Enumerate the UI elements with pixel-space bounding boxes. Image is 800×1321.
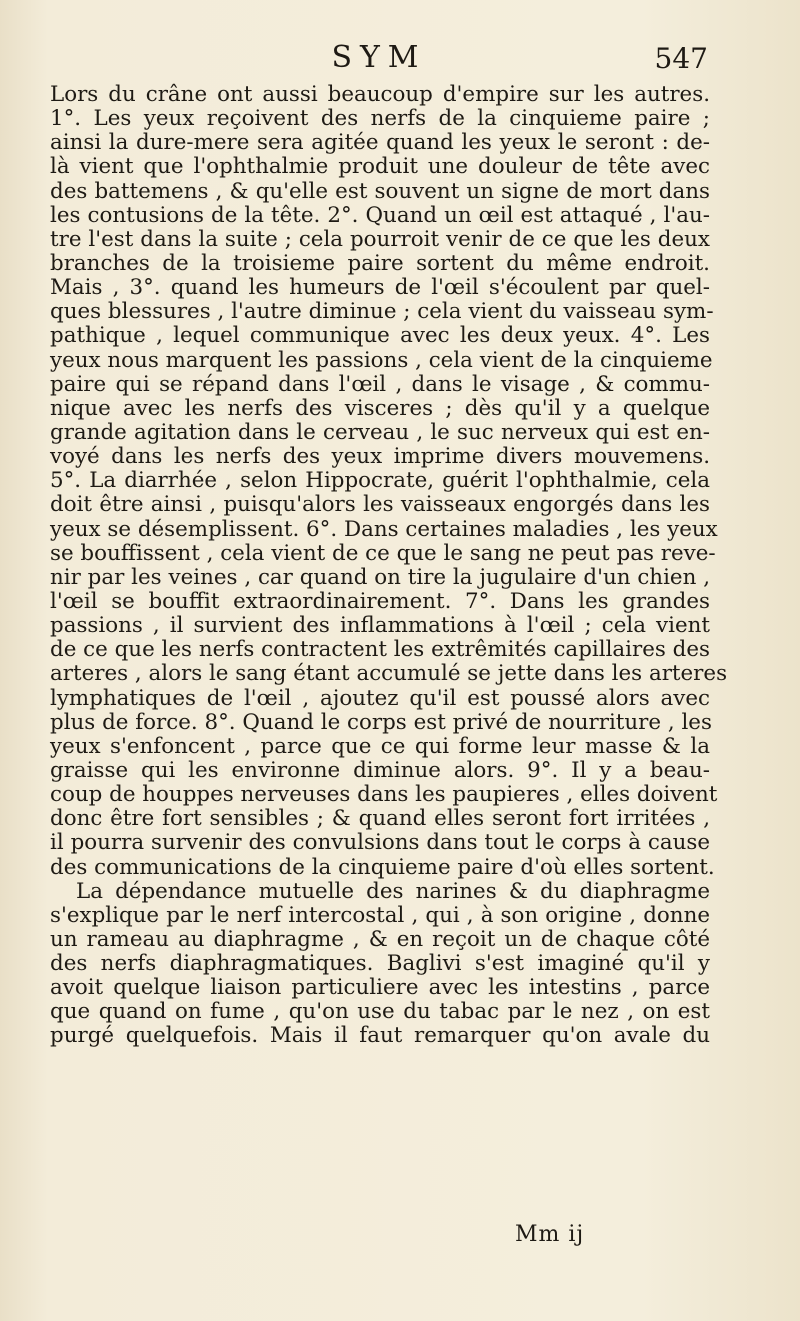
text-line: lymphatiques de l'œil , ajoutez qu'il est poussé alors avec [50, 685, 710, 711]
text-line: pathique , lequel communique avec les deux yeux. 4°. Les [50, 323, 710, 349]
paragraph-2 [50, 880, 710, 1049]
text-line: Mais , 3°. quand les humeurs de l'œil s'écoulent par quel- [50, 275, 710, 301]
text-line: des communications de la cinquieme paire d'où elles sortent. [50, 854, 715, 880]
text-line: avoit quelque liaison particuliere avec les intestins , parce [50, 975, 710, 1001]
text-line: grande agitation dans le cerveau , le suc nerveux qui est en- [50, 419, 710, 445]
text-line: paire qui se répand dans l'œil , dans le visage , & commu- [50, 371, 710, 397]
text-line: des nerfs diaphragmatiques. Baglivi s'est imaginé qu'il y [50, 951, 710, 977]
text-line: La dépendance mutuelle des narines & du diaphragme [76, 878, 710, 904]
text-line: 1°. Les yeux reçoivent des nerfs de la cinquieme paire ; [50, 106, 710, 132]
text-line: donc être fort sensibles ; & quand elles seront fort irritées , [50, 806, 710, 832]
text-line: ques blessures , l'autre diminue ; cela vient du vaisseau sym- [50, 299, 714, 325]
text-line: graisse qui les environne diminue alors. 9°. Il y a beau- [50, 757, 710, 783]
text-line: tre l'est dans la suite ; cela pourroit venir de ce que les deux [50, 226, 710, 252]
text-line: plus de force. 8°. Quand le corps est privé de nourriture , les [50, 709, 712, 735]
text-line: s'explique par le nerf intercostal , qui , à son origine , donne [50, 902, 710, 928]
text-line: nir par les veines , car quand on tire la jugulaire d'un chien , [50, 564, 710, 590]
text-line: les contusions de la tête. 2°. Quand un œil est attaqué , l'au- [50, 202, 710, 228]
text-line: nique avec les nerfs des visceres ; dès qu'il y a quelque [50, 395, 710, 421]
text-line: yeux nous marquent les passions , cela vient de la cinquieme [50, 347, 713, 373]
text-line: 5°. La diarrhée , selon Hippocrate, guérit l'ophthalmie, cela [50, 468, 710, 494]
paragraph-1 [50, 82, 728, 880]
text-line: arteres , alors le sang étant accumulé se jette dans les arteres [50, 661, 728, 687]
text-line: yeux s'enfoncent , parce que ce qui forme leur masse & la [50, 733, 710, 759]
text-line: de ce que les nerfs contractent les extrêmités capillaires des [50, 637, 710, 663]
text-line: Lors du crâne ont aussi beaucoup d'empire sur les autres. [50, 82, 710, 107]
page-number: 547 [654, 42, 708, 75]
text-line: l'œil se bouffit extraordinairement. 7°. Dans les grandes [50, 588, 710, 614]
body-text [50, 82, 728, 1049]
running-head: SYM [331, 40, 427, 75]
signature-mark: Mm ij [515, 1222, 585, 1247]
page-header [50, 40, 708, 80]
text-line: là vient que l'ophthalmie produit une douleur de tête avec [50, 154, 710, 180]
text-line: yeux se désemplissent. 6°. Dans certaines maladies , les yeux [50, 516, 718, 542]
text-line: ainsi la dure-mere sera agitée quand les yeux le seront : de- [50, 130, 710, 156]
text-line: il pourra survenir des convulsions dans tout le corps à cause [50, 830, 710, 856]
text-line: purgé quelquefois. Mais il faut remarquer qu'on avale du [50, 1023, 710, 1049]
text-line: un rameau au diaphragme , & en reçoit un de chaque côté [50, 926, 710, 952]
text-line: coup de houppes nerveuses dans les paupieres , elles doivent [50, 782, 718, 808]
text-line: branches de la troisieme paire sortent du même endroit. [50, 250, 710, 276]
text-line: passions , il survient des inflammations à l'œil ; cela vient [50, 613, 710, 639]
text-line: des battemens , & qu'elle est souvent un signe de mort dans [50, 178, 710, 204]
text-line: doit être ainsi , puisqu'alors les vaisseaux engorgés dans les [50, 492, 710, 518]
text-line: voyé dans les nerfs des yeux imprime divers mouvemens. [50, 444, 710, 470]
text-line: se bouffissent , cela vient de ce que le sang ne peut pas reve- [50, 540, 716, 566]
text-line: que quand on fume , qu'on use du tabac par le nez , on est [50, 999, 710, 1025]
